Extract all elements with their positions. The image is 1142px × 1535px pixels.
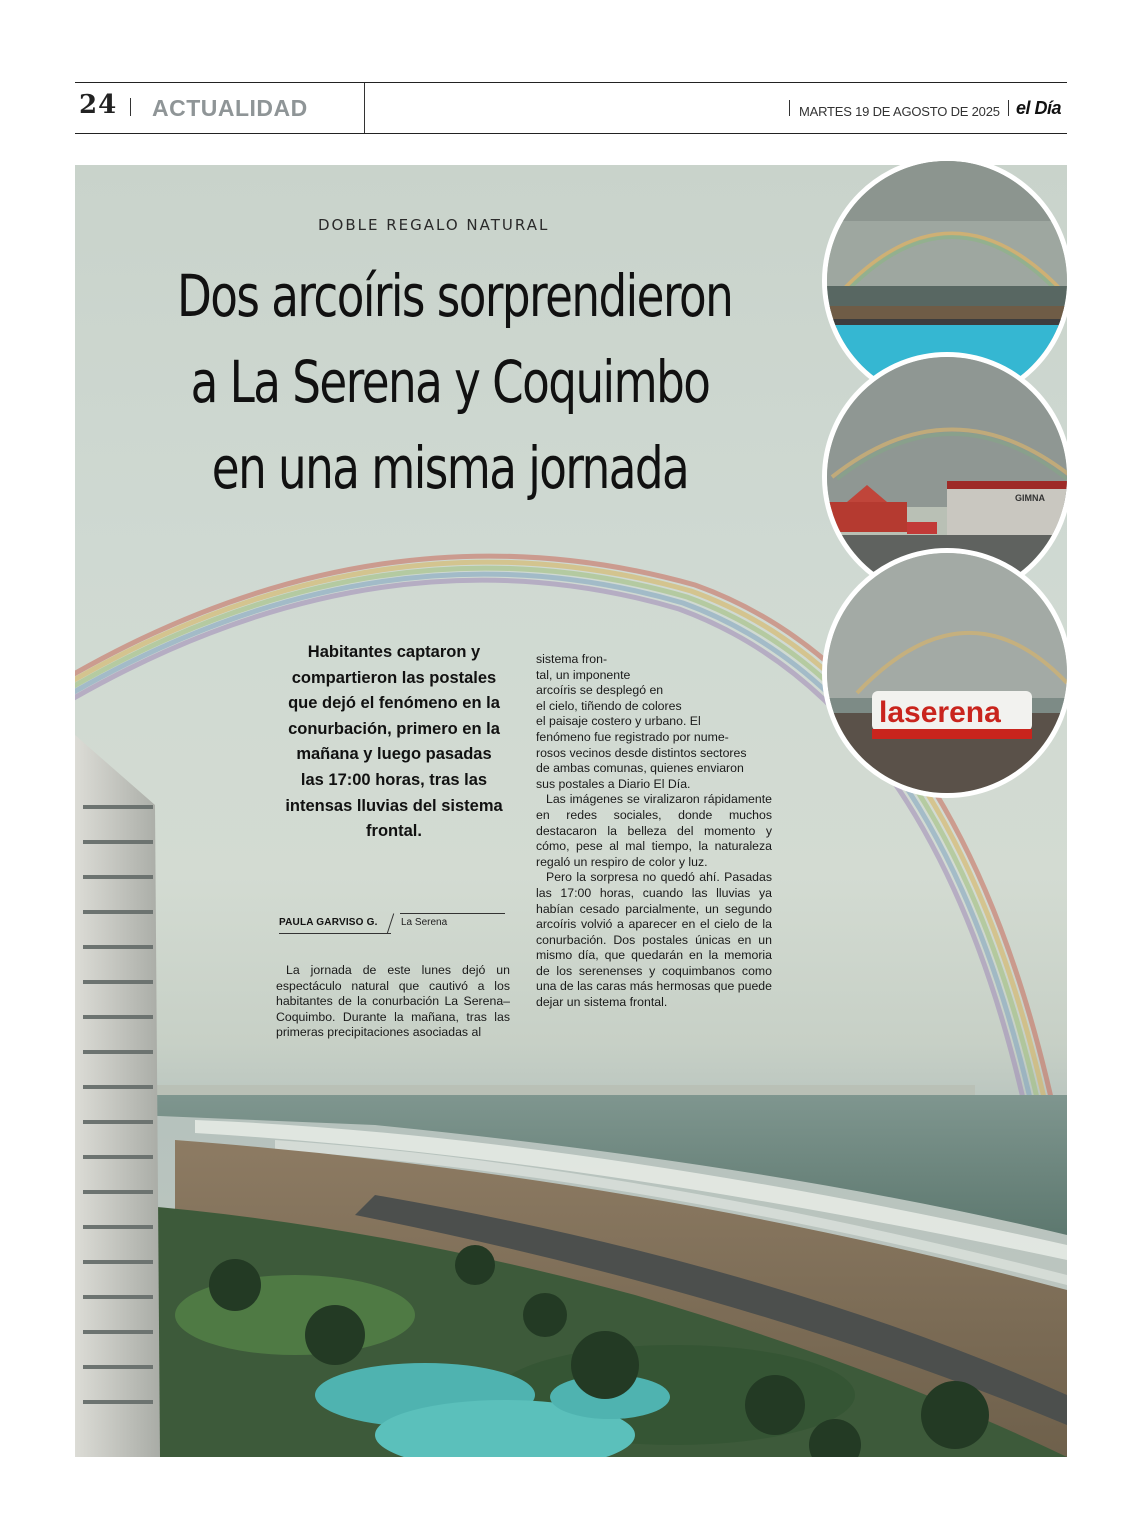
body-column-1 xyxy=(276,963,510,1041)
body-paragraph: La jornada de este lunes dejó un espectáculo natural que cautivó a los habitantes de la conurbación La Serena–Coquimbo. Durante la mañana, tras las primeras precipitaciones asociadas al xyxy=(276,963,510,1040)
masthead-logo: el Día xyxy=(1016,98,1062,118)
issue-date: MARTES 19 DE AGOSTO DE 2025 xyxy=(799,104,1000,119)
body-line: sistema fron- xyxy=(536,652,608,666)
body-line: de ambas comunas, quienes enviaron xyxy=(536,761,744,776)
byline xyxy=(279,917,378,928)
byline-rule xyxy=(400,913,505,914)
body-line: el cielo, tiñendo de colores xyxy=(536,698,682,713)
body-line: el paisaje costero y urbano. El xyxy=(536,714,701,729)
lead-line: mañana y luego pasadas xyxy=(296,745,492,764)
header-separator xyxy=(789,100,790,116)
headline-line: a La Serena y Coquimbo xyxy=(190,348,710,416)
header-separator xyxy=(1008,100,1009,116)
headline-line: Dos arcoíris sorprendieron xyxy=(177,262,733,330)
body-line: sus postales a Diario El Día. xyxy=(536,776,691,791)
photo-circle-sign-rainbow xyxy=(822,548,1072,798)
body-line: fenómeno fue registrado por nume- xyxy=(536,729,729,744)
article-lead xyxy=(272,640,516,845)
lead-line: las 17:00 horas, tras las xyxy=(300,770,488,789)
body-column-2 xyxy=(536,652,772,1011)
page-number: 24 xyxy=(79,90,118,120)
body-line: tal, un imponente xyxy=(536,667,631,682)
lead-line: frontal. xyxy=(366,822,422,841)
header-bottom-rule xyxy=(75,133,1067,134)
lead-line: Habitantes captaron y xyxy=(307,643,481,661)
body-paragraph: Pero la sorpresa no quedó ahí. Pasadas las 17:00 horas, cuando las lluvias ya habían cesado parcialmente, un segundo arcoíris volvió a aparecer en el cielo de la conurbación. Dos postales únicas en un mismo día, que quedarán en la memoria de los serenenses y coquimbanos como una de las caras más hermosas que puede dejar un sistema frontal. xyxy=(536,870,772,1010)
byline-city: La Serena xyxy=(401,917,448,928)
building-sign: GIMNA xyxy=(1015,493,1045,503)
byline-rule xyxy=(279,933,391,934)
header-top-rule xyxy=(75,82,1067,83)
body-line: arcoíris se desplegó en xyxy=(536,683,664,698)
body-paragraph: Las imágenes se viralizaron rápidamente en redes sociales, donde muchos destacaron la belleza del momento y cómo, pese al mal tiempo, la naturaleza regaló un respiro de color y luz. xyxy=(536,792,772,869)
lead-line: compartieron las postales xyxy=(291,668,497,687)
section-label: ACTUALIDAD xyxy=(152,95,308,121)
lead-line: intensas lluvias del sistema xyxy=(285,796,503,815)
sign-rainbow-illustration xyxy=(827,553,1072,798)
city-sign: laserena xyxy=(879,696,1001,729)
lead-line: que dejó el fenómeno en la xyxy=(288,694,500,713)
article-headline xyxy=(177,253,733,511)
byline-author: PAULA GARVISO G. xyxy=(279,917,378,928)
header-divider xyxy=(364,83,365,134)
body-line: rosos vecinos desde distintos sectores xyxy=(536,745,747,760)
lead-line: conurbación, primero en la xyxy=(288,719,500,738)
header-separator xyxy=(130,98,131,116)
article-kicker: DOBLE REGALO NATURAL xyxy=(318,216,550,234)
headline-line: en una misma jornada xyxy=(211,434,689,502)
